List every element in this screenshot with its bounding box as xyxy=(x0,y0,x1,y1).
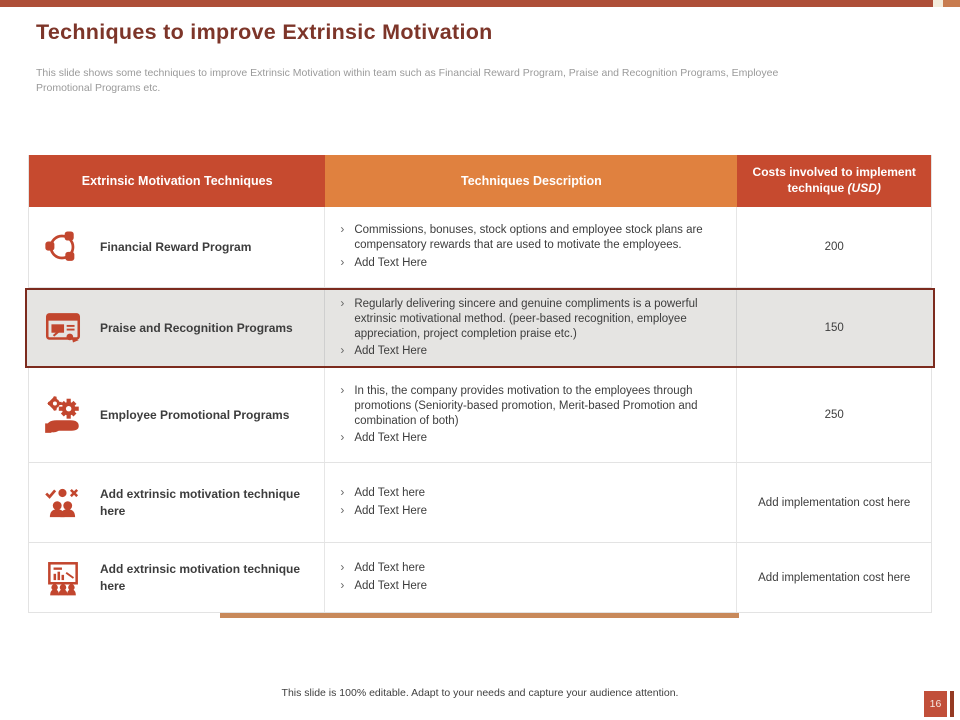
page-title: Techniques to improve Extrinsic Motivation xyxy=(36,20,493,44)
description-bullet: › Regularly delivering sincere and genuine compliments is a powerful extrinsic motivational method. (peer-based recognition, employee appreciation, project completion praise etc.) xyxy=(339,297,724,342)
slide-description: This slide shows some techniques to improve Extrinsic Motivation within team such as Financial Reward Program, Praise and Recognition Programs, Employee Promotional Programs etc. xyxy=(36,67,779,95)
table-row-praise-recognition xyxy=(25,288,935,368)
costs-header-text: Costs involved to implement technique xyxy=(752,165,916,195)
table-row-employee-promotional xyxy=(29,368,931,463)
costs-header-unit: (USD) xyxy=(847,180,881,195)
hand-gears-icon xyxy=(40,392,86,438)
table-header-row xyxy=(29,155,931,207)
techniques-table xyxy=(28,155,932,613)
presentation-window-icon xyxy=(40,305,86,351)
description-bullet: › Add Text here xyxy=(339,486,724,501)
description-bullet: › Add Text Here xyxy=(339,579,724,594)
technique-name: Add extrinsic motivation technique here xyxy=(100,487,301,518)
technique-cell xyxy=(29,207,325,287)
technique-name: Add extrinsic motivation technique here xyxy=(100,562,301,593)
top-bar-red-segment xyxy=(0,0,933,7)
column-header-description: Techniques Description xyxy=(325,155,737,207)
page-number-accent xyxy=(950,691,954,717)
cost-cell: Add implementation cost here xyxy=(758,496,911,509)
technique-cell xyxy=(29,368,325,462)
team-approval-icon xyxy=(40,480,86,526)
footer-note: This slide is 100% editable. Adapt to your needs and capture your audience attention. xyxy=(281,687,679,699)
technique-cell xyxy=(29,463,325,542)
bottom-accent-line xyxy=(220,613,739,618)
cost-cell: 150 xyxy=(824,322,844,334)
description-bullet: › Add Text Here xyxy=(339,431,724,446)
description-bullet: › Add Text here xyxy=(339,561,724,576)
technique-name: Employee Promotional Programs xyxy=(100,407,290,422)
description-bullet: › Add Text Here xyxy=(339,256,724,271)
top-accent-bar xyxy=(0,0,960,7)
technique-cell xyxy=(29,543,325,612)
top-bar-cream-segment xyxy=(933,0,943,7)
description-cell xyxy=(325,207,737,287)
cost-cell: Add implementation cost here xyxy=(758,571,911,584)
technique-name: Praise and Recognition Programs xyxy=(100,320,293,335)
column-header-techniques: Extrinsic Motivation Techniques xyxy=(29,155,325,207)
meeting-presentation-icon xyxy=(40,555,86,601)
column-header-costs xyxy=(737,155,931,207)
description-bullet: › Add Text Here xyxy=(339,344,724,359)
technique-name: Financial Reward Program xyxy=(100,239,252,254)
technique-cell xyxy=(29,290,325,366)
description-cell xyxy=(325,290,737,366)
page-number-badge: 16 xyxy=(924,691,947,717)
table-row-financial-reward xyxy=(29,207,931,288)
share-network-icon xyxy=(40,224,86,270)
description-bullet: › In this, the company provides motivation to the employees through promotions (Seniority-based promotion, Merit-based Promotion and combination of both) xyxy=(339,384,724,429)
description-cell xyxy=(325,368,737,462)
description-cell xyxy=(325,463,737,542)
description-bullet: › Commissions, bonuses, stock options and employee stock plans are compensatory rewards that are used to motivate the employees. xyxy=(339,223,724,253)
description-bullet: › Add Text Here xyxy=(339,504,724,519)
top-bar-orange-segment xyxy=(943,0,960,7)
table-row-add-technique-1 xyxy=(29,463,931,543)
cost-cell: 200 xyxy=(824,241,844,253)
description-cell xyxy=(325,543,737,612)
cost-cell: 250 xyxy=(824,409,844,421)
table-row-add-technique-2 xyxy=(29,543,931,612)
